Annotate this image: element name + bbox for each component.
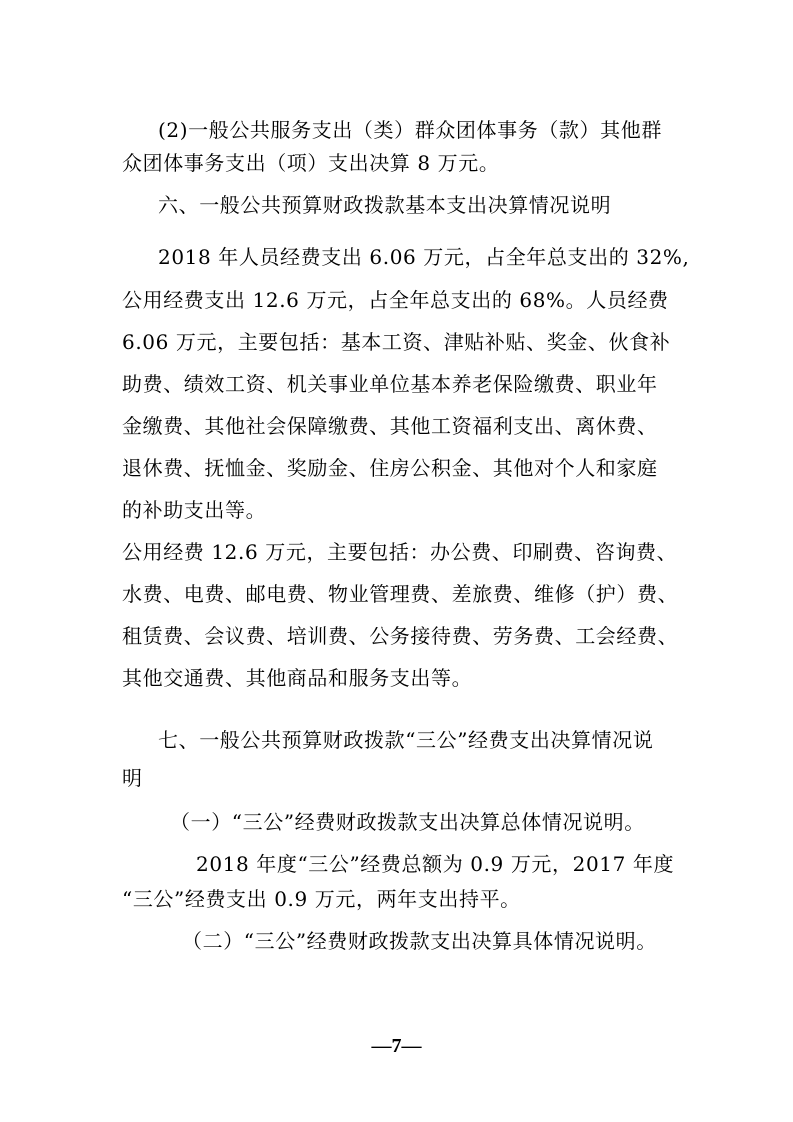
subsection-heading-1: （一）“三公”经费财政拨款支出决算总体情况说明。 <box>170 810 645 834</box>
paragraph-line-13: 租赁费、会议费、培训费、公务接待费、劳务费、工会经费、 <box>122 624 679 648</box>
section-heading-6: 六、一般公共预算财政拨款基本支出决算情况说明 <box>158 193 612 217</box>
paragraph-line-1: (2)一般公共服务支出（类）群众团体事务（款）其他群 <box>158 118 662 142</box>
paragraph-line-8: 金缴费、其他社会保障缴费、其他工资福利支出、离休费、 <box>122 414 658 438</box>
paragraph-line-19: “三公”经费支出 0.9 万元，两年支出持平。 <box>122 887 521 911</box>
page-number: —7— <box>371 1035 422 1057</box>
paragraph-line-10: 的补助支出等。 <box>122 498 267 522</box>
paragraph-line-7: 助费、绩效工资、机关事业单位基本养老保险缴费、职业年 <box>122 372 658 396</box>
paragraph-line-18: 2018 年度“三公”经费总额为 0.9 万元，2017 年度 <box>196 852 675 876</box>
section-heading-7-cont: 明 <box>122 766 143 790</box>
paragraph-line-9: 退休费、抚恤金、奖励金、住房公积金、其他对个人和家庭 <box>122 456 658 480</box>
section-heading-7: 七、一般公共预算财政拨款“三公”经费支出决算情况说 <box>158 728 654 752</box>
paragraph-line-11: 公用经费 12.6 万元，主要包括：办公费、印刷费、咨询费、 <box>122 540 678 564</box>
paragraph-line-12: 水费、电费、邮电费、物业管理费、差旅费、维修（护）费、 <box>122 582 679 606</box>
paragraph-line-5: 公用经费支出 12.6 万元，占全年总支出的 68%。人员经费 <box>122 288 669 312</box>
paragraph-line-4: 2018 年人员经费支出 6.06 万元，占全年总支出的 32%, <box>158 245 690 269</box>
subsection-heading-2: （二）“三公”经费财政拨款支出决算具体情况说明。 <box>182 929 657 953</box>
paragraph-line-2: 众团体事务支出（项）支出决算 8 万元。 <box>122 151 500 175</box>
paragraph-line-6: 6.06 万元，主要包括：基本工资、津贴补贴、奖金、伙食补 <box>122 330 671 354</box>
paragraph-line-14: 其他交通费、其他商品和服务支出等。 <box>122 666 473 690</box>
